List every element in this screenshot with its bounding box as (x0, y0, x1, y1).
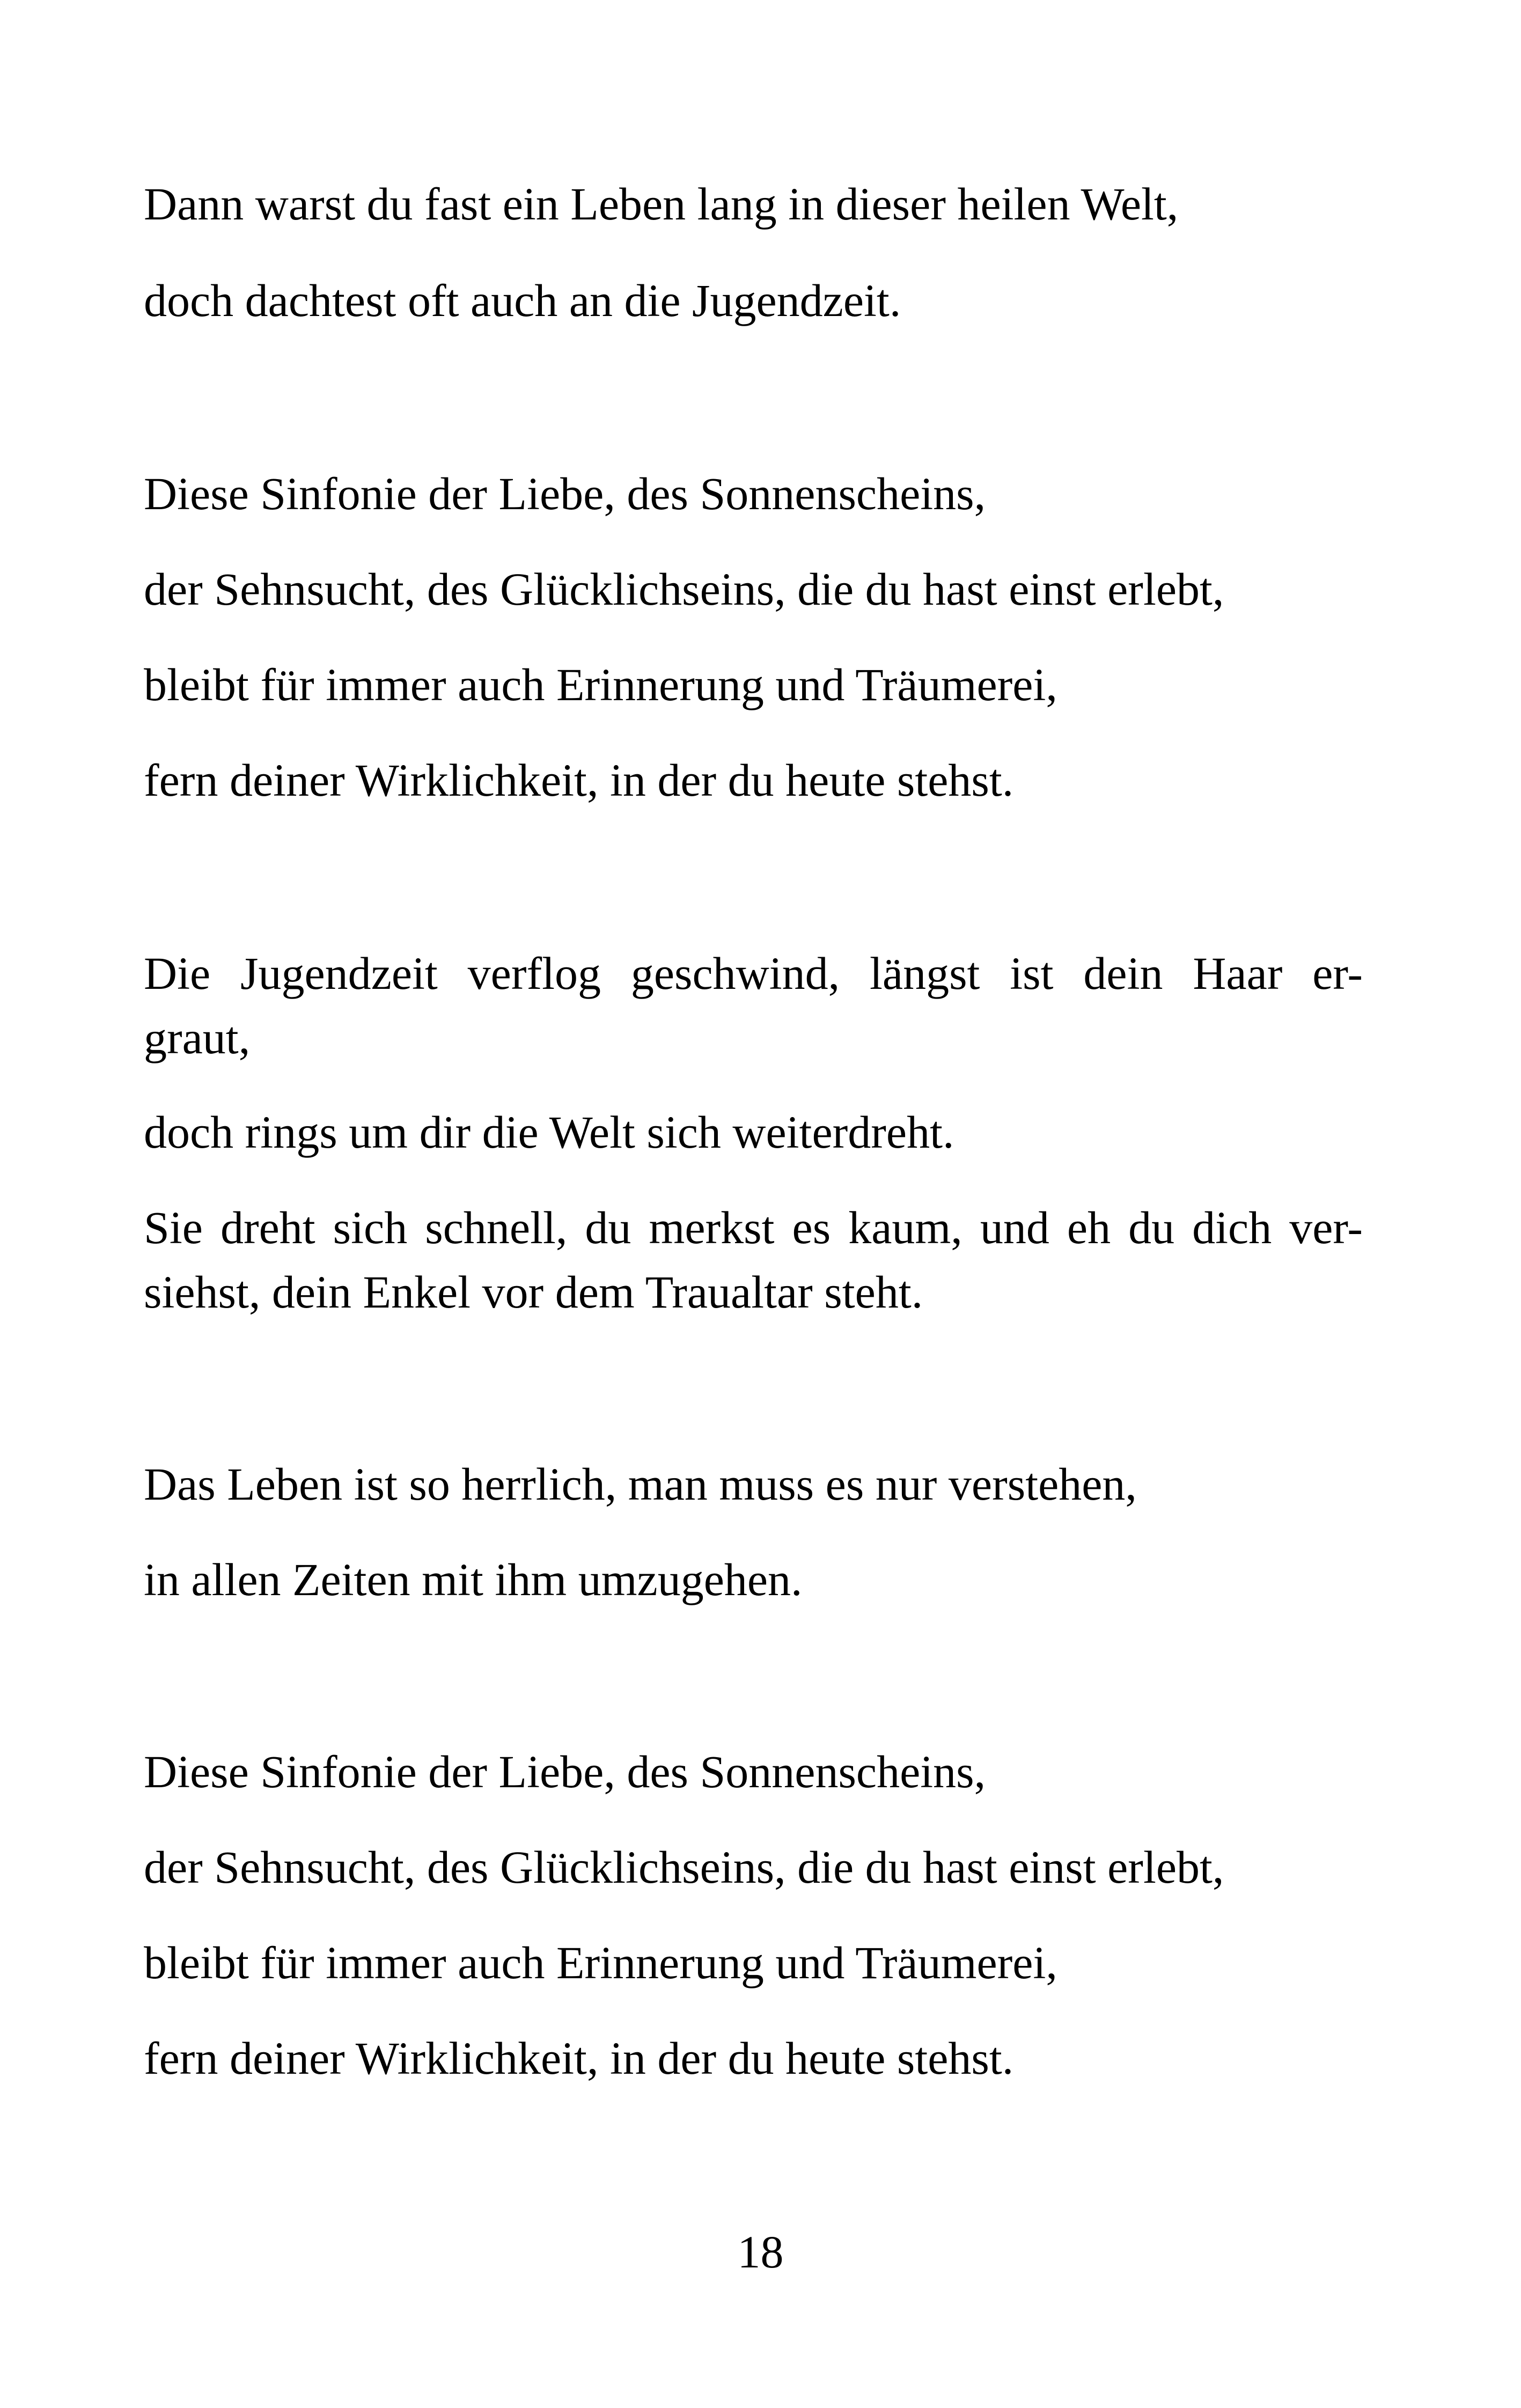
poem-line: der Sehnsucht, des Glücklichseins, die du hast einst erlebt, (144, 1841, 1224, 1893)
poem-line: graut, (144, 1012, 251, 1063)
poem-line: bleibt für immer auch Erinnerung und Träumerei, (144, 659, 1057, 710)
poem-line: siehst, dein Enkel vor dem Traualtar steht. (144, 1266, 923, 1318)
poem-line: Dann warst du fast ein Leben lang in dieser heilen Welt, (144, 178, 1179, 230)
poem-line: Das Leben ist so herrlich, man muss es nur verstehen, (144, 1458, 1137, 1510)
poem-line: Die Jugendzeit verflog geschwind, längst ist dein Haar er- (144, 948, 1363, 999)
poem-line: Diese Sinfonie der Liebe, des Sonnenscheins, (144, 468, 986, 519)
poem-line: Diese Sinfonie der Liebe, des Sonnenscheins, (144, 1746, 986, 1797)
poem-line: bleibt für immer auch Erinnerung und Träumerei, (144, 1937, 1057, 1988)
poem-line: doch rings um dir die Welt sich weiterdreht. (144, 1106, 954, 1158)
page-number: 18 (737, 2226, 784, 2278)
poem-line: der Sehnsucht, des Glücklichseins, die du hast einst erlebt, (144, 563, 1224, 615)
poem-line: doch dachtest oft auch an die Jugendzeit. (144, 275, 901, 326)
poem-line: Sie dreht sich schnell, du merkst es kaum, und eh du dich ver- (144, 1202, 1363, 1253)
poem-line: fern deiner Wirklichkeit, in der du heute stehst. (144, 754, 1014, 806)
poem-line: in allen Zeiten mit ihm umzugehen. (144, 1554, 803, 1605)
poem-line: fern deiner Wirklichkeit, in der du heute stehst. (144, 2032, 1014, 2084)
